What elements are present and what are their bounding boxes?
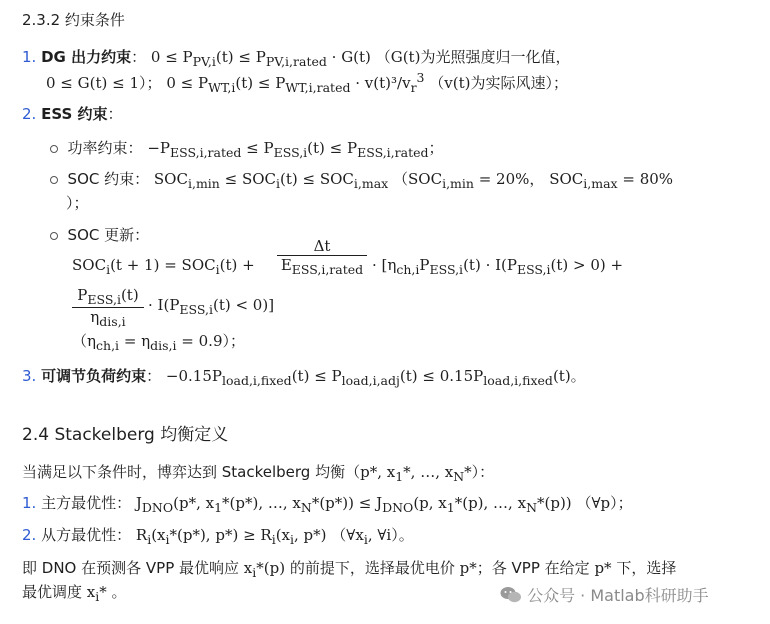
wt-formula: $0 \le P_{WT,i}(t) \le P_{WT,i,rated} \cdot v(t)^3/v_r^3$ — [166, 70, 425, 95]
discharge-fraction — [72, 286, 144, 329]
leader-label: 主方最优性： — [41, 494, 132, 512]
sep: ）； — [139, 74, 162, 92]
dg-line-2: 0 ≤ G(t) ≤ 1）； $0 \le P_{WT,i}(t) \le P_{WT,i,rated} \cdot v(t)^3/v_r^3$ （v(t)为实际风速）； — [46, 70, 569, 95]
paren: （ — [375, 48, 391, 66]
circle-bullet-icon — [50, 232, 58, 240]
bullet-soc: SOC 约束： $SOC_{i,min} \le SOC_i(t) \le SOC_{i,max}$ （$SOC_{i,min} = 20\%$， $SOC_{i,max} = 80\%$ — [50, 168, 673, 191]
fraction-numerator: $P_{ESS,i}(t)$ — [77, 286, 139, 307]
soc-note-max: $SOC_{i,max} = 80\%$ — [549, 170, 674, 191]
update-fraction — [277, 237, 367, 277]
soc-label: SOC 约束： — [67, 170, 150, 188]
dg-formula: $0 \le P_{PV,i}(t) \le P_{PV,i,rated} \cdot G(t)$ — [150, 48, 371, 69]
dg-note: 为光照强度归一化值， — [420, 48, 571, 66]
bullet-power: 功率约束： $-P_{ESS,i,rated} \le P_{ESS,i}(t) \le P_{ESS,i,rated}$； — [50, 137, 444, 160]
watermark — [500, 583, 709, 606]
circle-bullet-icon — [50, 145, 58, 153]
list-item-ess: 2. ESS 约束： — [22, 105, 123, 123]
load-label: 可调节负荷约束 — [41, 367, 147, 385]
list-item-dg — [22, 46, 570, 69]
list-number: 1. — [22, 48, 37, 66]
section-title-2-4: 2.4 Stackelberg 均衡定义 — [22, 425, 229, 445]
closing-line-2: 最优调度 $x_i*$ 。 — [22, 583, 127, 604]
ess-label: ESS 约束 — [41, 105, 108, 123]
soc-note: $SOC_{i,min} = 20\%$ — [408, 170, 530, 191]
soc-note-close: ）； — [66, 194, 89, 212]
leader-note: （∀p）； — [576, 494, 633, 512]
leader-formula: $J_{DNO}(p*$, $x_1*(p*)$, …, $x_N*(p*)) \le J_{DNO}(p$, $x_1*(p)$, …, $x_N*(p)$) — [135, 494, 572, 515]
list-number: 3. — [22, 367, 37, 385]
watermark-text: 公众号 · Matlab科研助手 — [527, 586, 709, 605]
dg-label: DG 出力约束 — [41, 48, 132, 66]
circle-bullet-icon — [50, 176, 58, 184]
g-range: 0 ≤ G(t) ≤ 1 — [46, 74, 140, 92]
colon: ： — [131, 48, 147, 66]
efficiency-note: $(\eta_{ch,i} = \eta_{dis,i} = 0.9)$； — [72, 332, 246, 353]
fraction-line: $E_{ESS,i,rated}$ — [277, 255, 367, 277]
section-title-2-3-2: 2.3.2 约束条件 — [22, 11, 125, 29]
wt-note: 为实际风速）； — [470, 74, 569, 92]
v-symbol: v(t) — [444, 74, 471, 92]
list-number: 2. — [22, 105, 37, 123]
follower-note: （$\forall x_i$, ∀i）。 — [331, 526, 414, 547]
leader-optimality — [22, 492, 633, 515]
list-number: 1. — [22, 494, 37, 512]
follower-optimality — [22, 524, 414, 547]
list-item-load: 3. 可调节负荷约束： $-0.15P_{load,i,fixed}(t) \le P_{load,i,adj}(t) \le 0.15P_{load,i,fixed}(t)$。 — [22, 367, 586, 388]
wechat-icon — [500, 586, 522, 604]
list-number: 2. — [22, 526, 37, 544]
power-label: 功率约束： — [67, 139, 143, 157]
load-formula: $-0.15P_{load,i,fixed}(t) \le P_{load,i,adj}(t) \le 0.15P_{load,i,fixed}(t)$ — [165, 367, 571, 388]
update-rhs: · [$\eta_{ch,i}P_{ESS,i}(t) \cdot I(P_{ESS,i}(t) > 0)$ + — [372, 256, 624, 277]
power-formula: $-P_{ESS,i,rated} \le P_{ESS,i}(t) \le P_{ESS,i,rated}$ — [147, 139, 429, 160]
soc-formula: $SOC_{i,min} \le SOC_i(t) \le SOC_{i,max}$ — [153, 170, 389, 191]
discharge-tail: · $I(P_{ESS,i}(t) < 0)$] — [148, 296, 275, 317]
g-symbol: G(t) — [390, 48, 421, 66]
update-label: SOC 更新： — [67, 226, 150, 244]
equilibrium-intro: 当满足以下条件时，博弈达到 Stackelberg 均衡（p*, $x_1*$, …, $x_N*$）： — [22, 463, 495, 484]
bullet-soc-update — [50, 224, 149, 245]
fraction-line: $\eta_{dis,i}$ — [72, 307, 144, 329]
closing-line-1: 即 DNO 在预测各 VPP 最优响应 $x_i*(p)$ 的前提下，选择最优电价 p*；各 VPP 在给定 p* 下，选择 — [22, 559, 677, 580]
follower-formula: $R_i(x_i*(p*)$, $p*) \ge R_i(x_i$, p*) — [135, 526, 327, 547]
follower-label: 从方最优性： — [41, 526, 132, 544]
update-lhs: $SOC_i(t + 1) = SOC_i(t)$ + — [72, 256, 255, 277]
fraction-numerator: Δt — [313, 237, 331, 255]
